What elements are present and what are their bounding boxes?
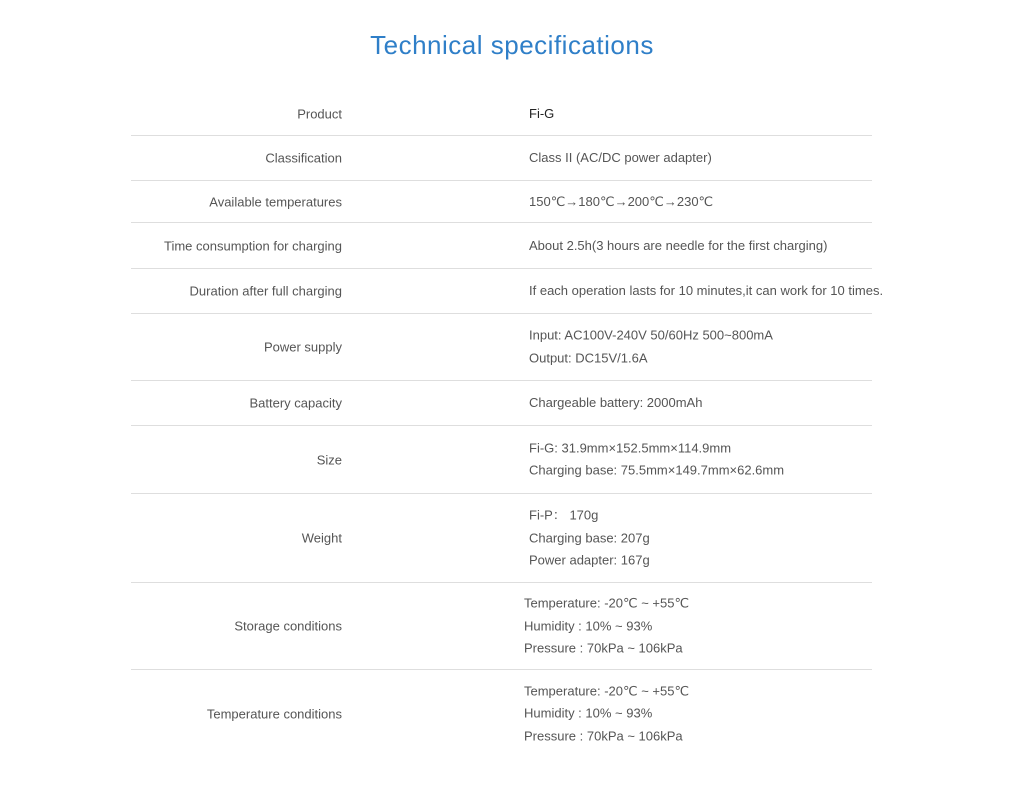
- spec-value-line: Input: AC100V-240V 50/60Hz 500~800mA: [529, 327, 773, 343]
- spec-row: [131, 494, 872, 583]
- spec-value: [529, 280, 883, 303]
- spec-label: Time consumption for charging: [164, 238, 342, 253]
- spec-value-line: Class II (AC/DC power adapter): [529, 149, 712, 165]
- spec-value: [524, 680, 689, 748]
- spec-value-line: Fi-G: 31.9mm×152.5mm×114.9mm: [529, 440, 732, 455]
- spec-row: [131, 583, 872, 670]
- spec-value-line: Temperature: -20℃ ~ +55℃: [524, 682, 690, 698]
- spec-label: Classification: [265, 150, 342, 166]
- spec-label: Power supply: [263, 339, 342, 355]
- spec-row: [131, 381, 872, 426]
- spec-row: [131, 426, 872, 494]
- spec-value-line: Charging base: 75.5mm×149.7mm×62.6mm: [529, 462, 785, 478]
- spec-value: [529, 437, 784, 482]
- spec-value: [529, 147, 712, 170]
- spec-label: Product: [297, 106, 342, 121]
- spec-label: Temperature conditions: [206, 706, 342, 721]
- spec-value: [529, 325, 773, 370]
- spec-value: [529, 504, 650, 572]
- spec-value-line: 150℃→180℃→200℃→230℃: [529, 193, 714, 209]
- spec-value-line: Charging base: 207g: [529, 529, 650, 545]
- spec-row: [131, 92, 872, 136]
- spec-value: [529, 190, 713, 213]
- spec-value-line: Fi-G: [529, 105, 555, 121]
- spec-value-line: About 2.5h(3 hours are needle for the first charging): [529, 237, 828, 253]
- spec-label: Weight: [301, 530, 342, 546]
- spec-label: Size: [316, 452, 342, 467]
- spec-label: Duration after full charging: [189, 283, 342, 299]
- spec-value-line: Pressure : 70kPa ~ 106kPa: [524, 727, 683, 743]
- spec-label: Storage conditions: [234, 618, 342, 634]
- spec-value-line: Temperature: -20℃ ~ +55℃: [524, 595, 690, 611]
- spec-value: [529, 234, 827, 257]
- spec-value-line: Output: DC15V/1.6A: [529, 350, 648, 365]
- spec-value-line: Humidity : 10% ~ 93%: [524, 617, 653, 633]
- spec-row: [131, 181, 872, 223]
- spec-row: [131, 670, 872, 757]
- spec-value-line: Power adapter: 167g: [529, 552, 650, 568]
- spec-value: [529, 102, 554, 125]
- spec-value-line: Pressure : 70kPa ~ 106kPa: [524, 640, 683, 656]
- spec-row: [131, 223, 872, 269]
- spec-value-line: Chargeable battery: 2000mAh: [529, 394, 703, 410]
- spec-row: [131, 136, 872, 181]
- spec-value-line: Fi-P： 170g: [529, 507, 599, 523]
- spec-row: [131, 269, 884, 314]
- spec-value: [529, 392, 702, 415]
- spec-label: Available temperatures: [209, 194, 342, 209]
- spec-value-line: Humidity : 10% ~ 93%: [524, 705, 653, 721]
- spec-row: [131, 314, 872, 381]
- spec-value: [524, 592, 689, 660]
- page-title: Technical specifications: [370, 30, 654, 60]
- spec-label: Battery capacity: [249, 395, 342, 411]
- spec-value-line: If each operation lasts for 10 minutes,it can work for 10 times.: [529, 282, 884, 298]
